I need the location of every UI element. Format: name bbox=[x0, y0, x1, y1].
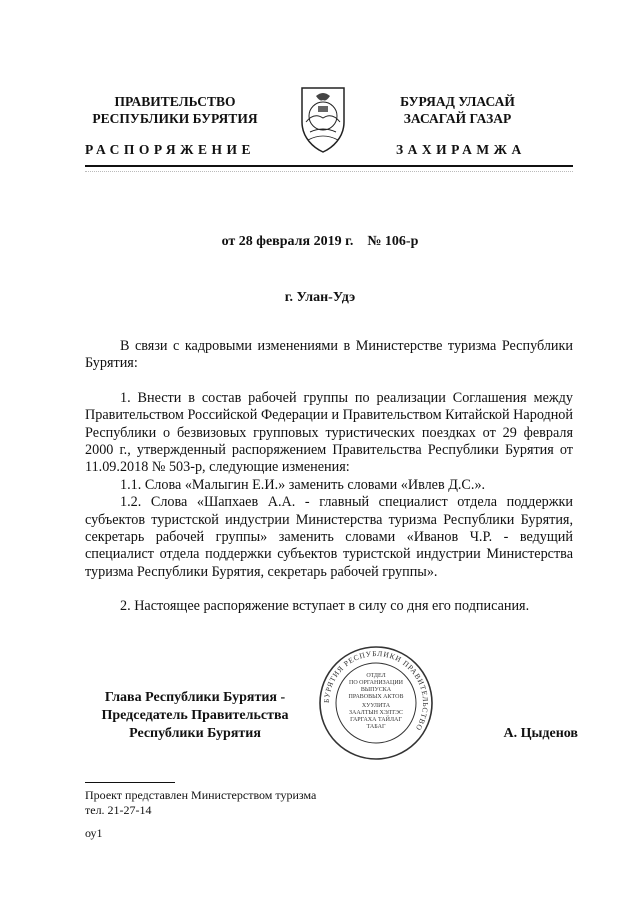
signatory-name: А. Цыденов bbox=[503, 726, 578, 741]
authority-line-2: РЕСПУБЛИКИ БУРЯТИЯ bbox=[92, 111, 258, 126]
date-and-number: от 28 февраля 2019 г. № 106-р bbox=[221, 234, 419, 249]
signatory-title-line: Республики Бурятия bbox=[129, 726, 261, 741]
signatory-title-line: Глава Республики Бурятия - bbox=[104, 690, 286, 705]
item-1-paragraph: 1. Внести в состав рабочей группы по реализации Соглашения между Правительством Российской Федерации и Правительством Китайской Народной Республики о безвизовых групповых туристических поездках от 29 февраля 2000 г., утвержденный распоряжением Правительства Республики Бурятия от 11.09.2018 № 503-р, следующие изменения: bbox=[85, 389, 573, 476]
seal-line: ГАРГАХА ТАЙЛАГ bbox=[350, 717, 402, 723]
project-submitted-by: Проект представлен Министерством туризма bbox=[85, 788, 317, 802]
seal-line: ЗААЛТЫН ХЭЛТЭС bbox=[348, 710, 404, 716]
authority-name-bur bbox=[375, 93, 540, 127]
place-of-issue: г. Улан-Удэ bbox=[284, 290, 356, 305]
signatory-title bbox=[80, 689, 310, 743]
authority-line-1: ПРАВИТЕЛЬСТВО bbox=[114, 94, 236, 109]
seal-line: ХУУЛИТА bbox=[361, 703, 391, 709]
document-code: оу1 bbox=[85, 826, 103, 840]
document-body bbox=[85, 338, 573, 616]
seal-line: ПО ОРГАНИЗАЦИИ bbox=[349, 680, 403, 686]
contact-phone: тел. 21-27-14 bbox=[85, 803, 152, 817]
header-rule bbox=[85, 165, 573, 167]
authority-name-ru bbox=[85, 93, 265, 127]
seal-outer-text: БУРЯТИЯ РЕСПУБЛИКИ ПРАВИТЕЛЬСТВО bbox=[321, 648, 431, 733]
footer-note bbox=[85, 788, 316, 841]
item-1-2-paragraph: 1.2. Слова «Шапхаев А.А. - главный специалист отдела поддержки субъектов туристской индустрии Министерства туризма Республики Бурятия, секретарь рабочей группы» заменить словами «Иванов Ч.Р. - ведущий специалист отдела поддержки субъектов туристской индустрии Министерства туризма Республики Бурятия, секретарь рабочей группы». bbox=[85, 494, 573, 580]
footer-rule bbox=[85, 782, 175, 783]
preamble-paragraph: В связи с кадровыми изменениями в Министерстве туризма Республики Бурятия: bbox=[85, 338, 573, 372]
seal-line: ПРАВОВЫХ АКТОВ bbox=[348, 694, 404, 700]
document-type-ru: РАСПОРЯЖЕНИЕ bbox=[85, 142, 256, 157]
authority-line-2: ЗАСАГАЙ ГАЗАР bbox=[403, 111, 512, 126]
header-dotted-rule bbox=[85, 171, 573, 172]
seal-line: ОТДЕЛ bbox=[366, 673, 386, 679]
coat-of-arms-emblem bbox=[296, 82, 350, 154]
item-2-paragraph: 2. Настоящее распоряжение вступает в силу со дня его подписания. bbox=[120, 598, 530, 615]
document-type-bur: ЗАХИРАМЖА bbox=[396, 142, 526, 157]
seal-line: ТАБАГ bbox=[366, 724, 386, 730]
item-1-1-paragraph: 1.1. Слова «Малыгин Е.И.» заменить словами «Ивлев Д.С.». bbox=[120, 476, 486, 493]
seal-line: ВЫПУСКА bbox=[360, 687, 392, 693]
signatory-title-line: Председатель Правительства bbox=[101, 708, 289, 723]
official-seal-stamp bbox=[318, 645, 434, 761]
authority-line-1: БУРЯАД УЛАСАЙ bbox=[400, 94, 515, 109]
